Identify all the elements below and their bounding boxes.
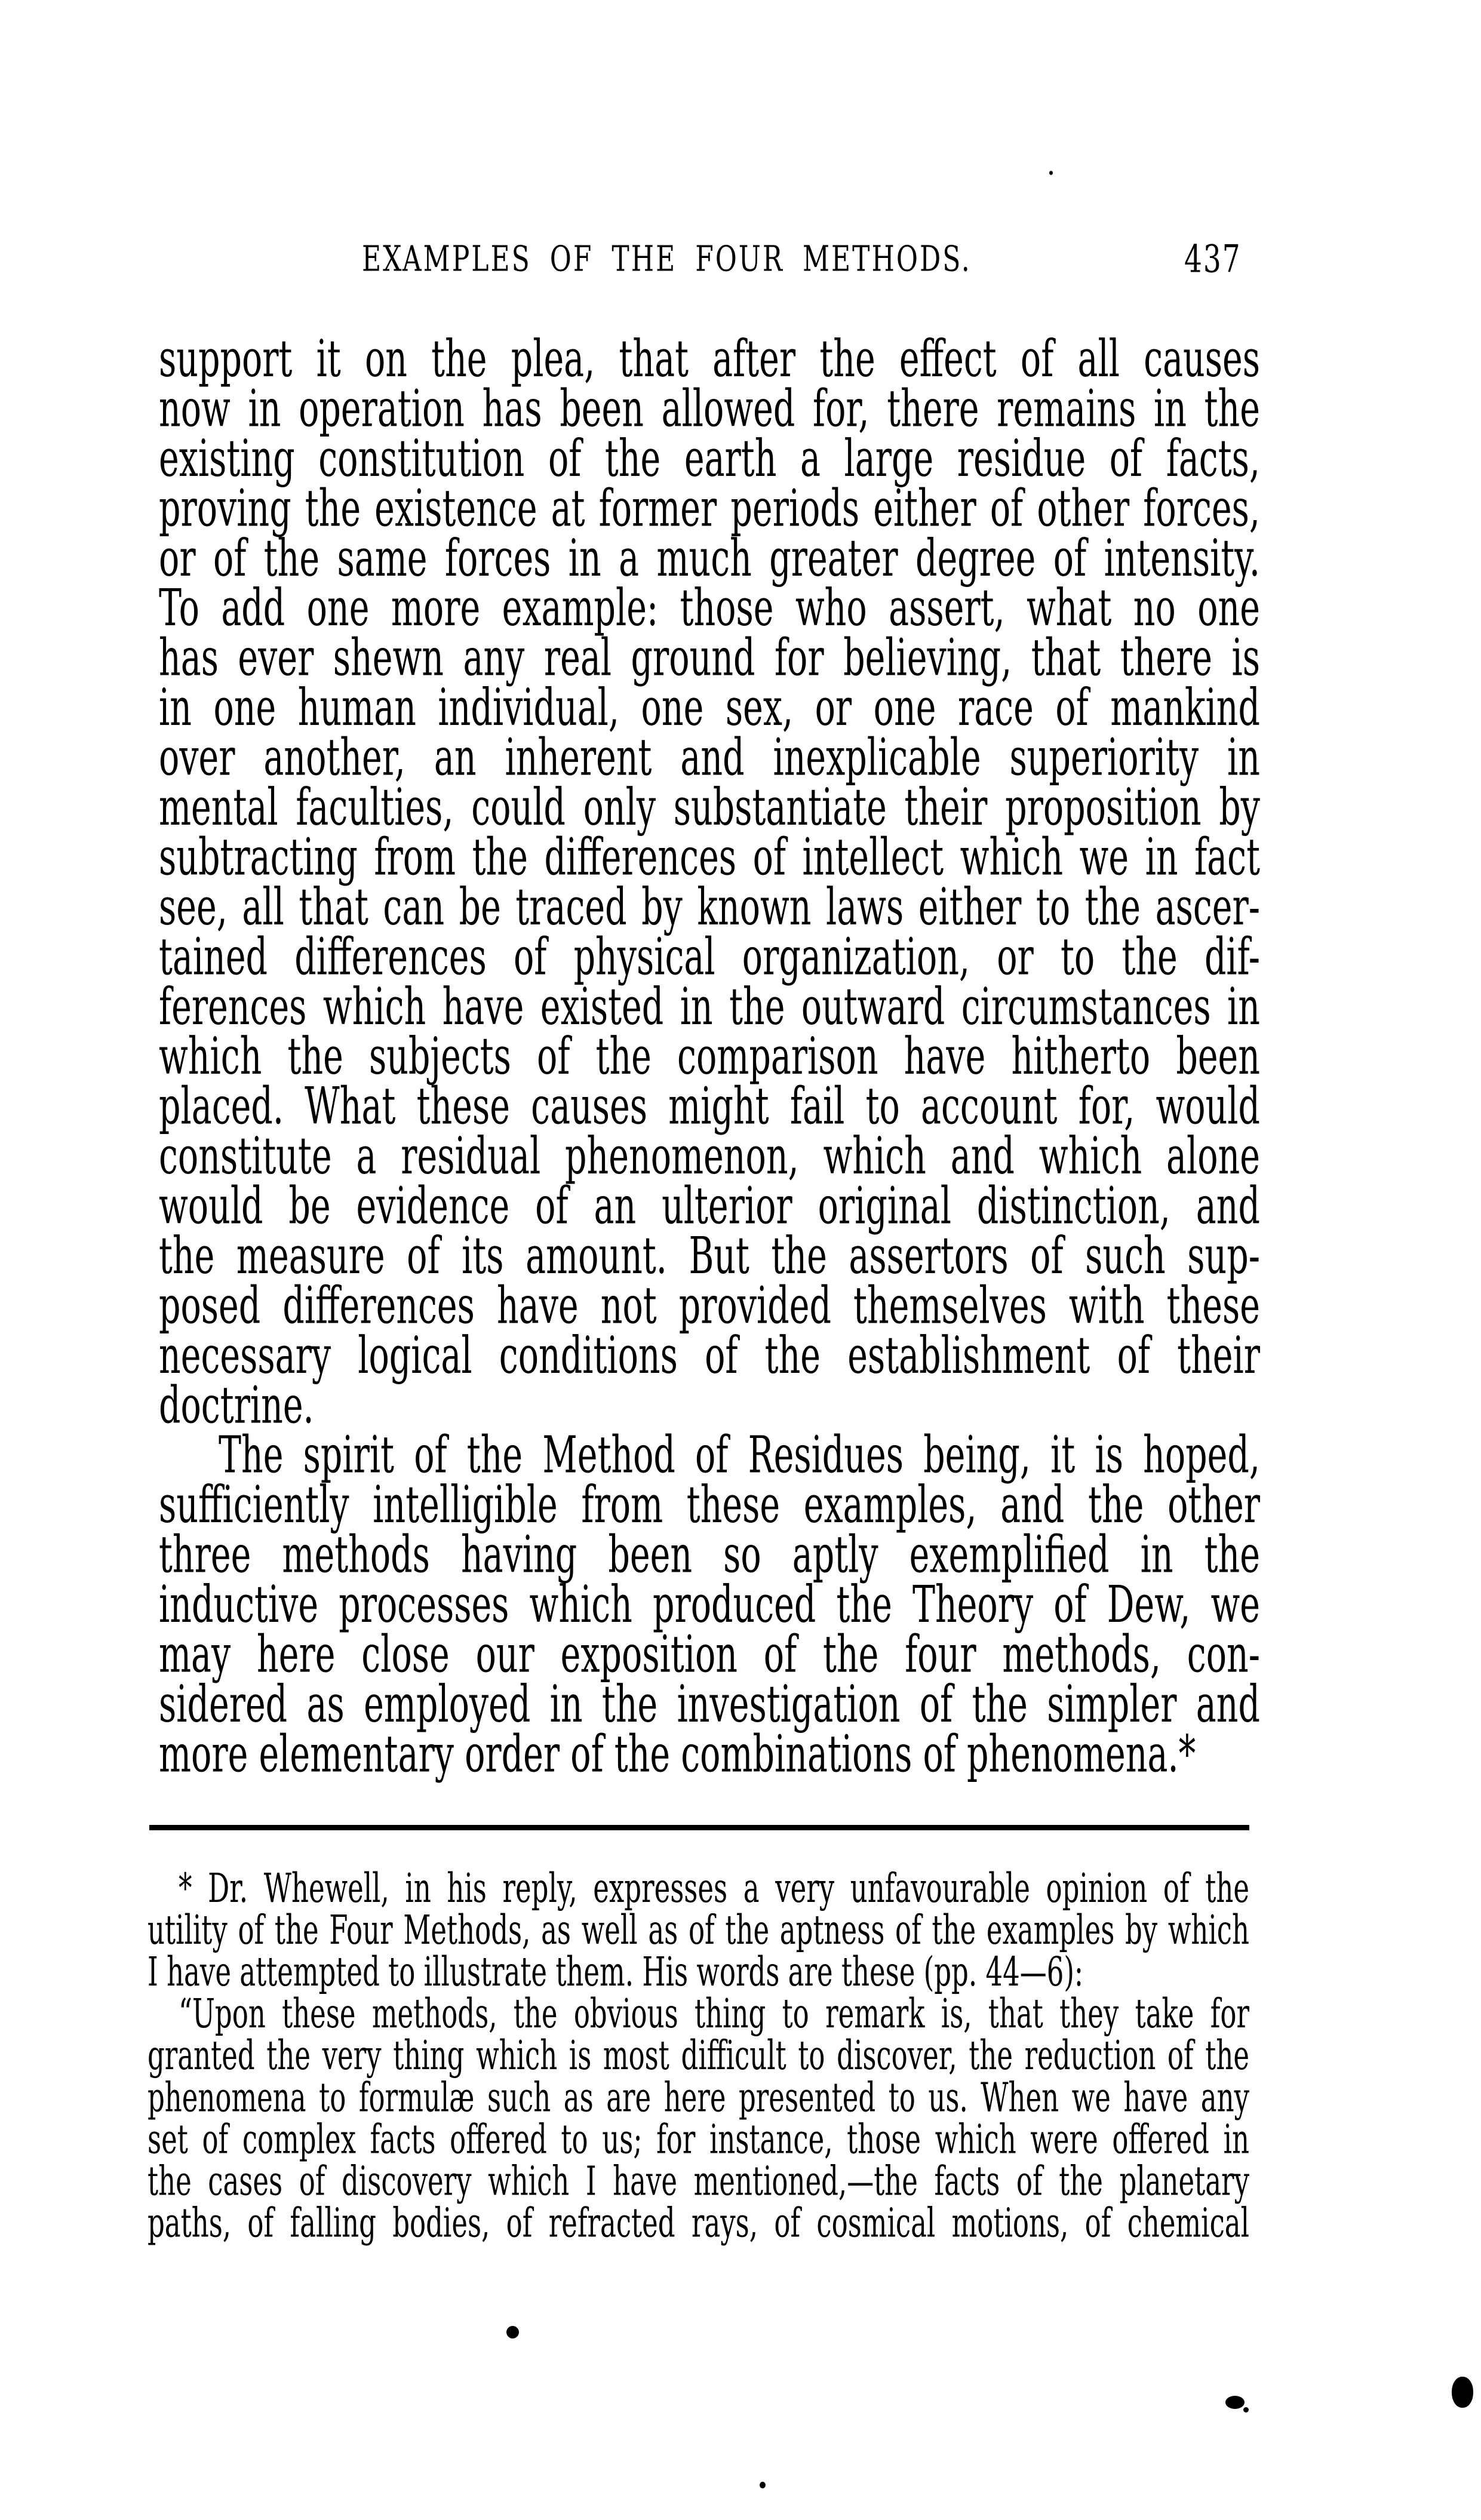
page-number: 437 (1184, 237, 1242, 282)
body-line: mental faculties, could only substantiate their proposition by (159, 778, 1260, 837)
ink-speck (1452, 2377, 1473, 2408)
ink-speck (1049, 171, 1053, 175)
body-line: three methods having been so aptly exemplified in the (159, 1526, 1260, 1585)
body-text (159, 330, 1260, 1784)
body-line: sidered as employed in the investigation of the simpler and (159, 1675, 1260, 1734)
body-line: To add one more example: those who assert, what no one (159, 579, 1260, 638)
body-line: necessary logical conditions of the establishment of their (159, 1326, 1260, 1385)
body-line: posed differences have not provided themselves with these (159, 1276, 1260, 1336)
footnote-line: paths, of falling bodies, of refracted rays, of cosmical motions, of chemical (148, 2199, 1249, 2247)
footnote-line: “Upon these methods, the obvious thing to remark is, that they take for (179, 1990, 1249, 2037)
running-head-title: EXAMPLES OF THE FOUR METHODS. (362, 238, 972, 280)
body-line: subtracting from the differences of intellect which we in fact (159, 828, 1260, 887)
body-line: constitute a residual phenomenon, which and which alone (159, 1127, 1260, 1186)
ink-speck (1243, 2407, 1249, 2413)
ink-speck (760, 2482, 766, 2488)
footnote-line: I have attempted to illustrate them. His words are these (pp. 44—6): (148, 1948, 1084, 1996)
body-line: in one human individual, one sex, or one race of mankind (159, 678, 1260, 737)
body-line: has ever shewn any real ground for believing, that there is (159, 629, 1260, 688)
footnote-line: granted the very thing which is most difficult to discover, the reduction of the (148, 2032, 1249, 2079)
body-line: over another, an inherent and inexplicable superiority in (159, 729, 1260, 788)
body-line: the measure of its amount. But the assertors of such sup- (159, 1227, 1260, 1286)
body-line: may here close our exposition of the four methods, con- (159, 1625, 1260, 1685)
body-line: now in operation has been allowed for, there remains in the (159, 379, 1260, 439)
footnote-line: the cases of discovery which I have mentioned,—the facts of the planetary (148, 2157, 1249, 2205)
body-line: see, all that can be traced by known laws either to the ascer- (159, 878, 1260, 937)
body-line: placed. What these causes might fail to account for, would (159, 1077, 1260, 1136)
body-line: inductive processes which produced the Theory of Dew, we (159, 1575, 1260, 1634)
footnote-line: phenomena to formulæ such as are here presented to us. When we have any (148, 2073, 1249, 2121)
body-line: existing constitution of the earth a large residue of facts, (159, 429, 1260, 488)
footnote-line: utility of the Four Methods, as well as of the aptness of the examples by which (148, 1906, 1249, 1954)
body-line: or of the same forces in a much greater degree of intensity. (159, 529, 1260, 588)
footnote-divider (149, 1825, 1249, 1830)
ink-speck (1225, 2396, 1245, 2409)
body-line: tained differences of physical organization, or to the dif- (159, 927, 1260, 987)
body-line: would be evidence of an ulterior original distinction, and (159, 1177, 1260, 1236)
ink-speck (506, 2326, 519, 2338)
footnote-text (148, 1864, 1249, 2247)
footnote-line: * Dr. Whewell, in his reply, expresses a very unfavourable opinion of the (179, 1864, 1249, 1912)
body-line: ferences which have existed in the outward circumstances in (159, 978, 1260, 1037)
footnote-line: set of complex facts offered to us; for instance, those which were offered in (148, 2115, 1249, 2163)
body-line: The spirit of the Method of Residues being, it is hoped, (219, 1426, 1260, 1485)
body-line: which the subjects of the comparison have hitherto been (159, 1027, 1260, 1087)
body-line: doctrine. (159, 1376, 314, 1436)
body-line: sufficiently intelligible from these examples, and the other (159, 1476, 1260, 1535)
body-line: proving the existence at former periods either of other forces, (159, 479, 1260, 539)
body-line: support it on the plea, that after the effect of all causes (159, 330, 1260, 389)
body-line: more elementary order of the combinations of phenomena.* (159, 1725, 1196, 1784)
